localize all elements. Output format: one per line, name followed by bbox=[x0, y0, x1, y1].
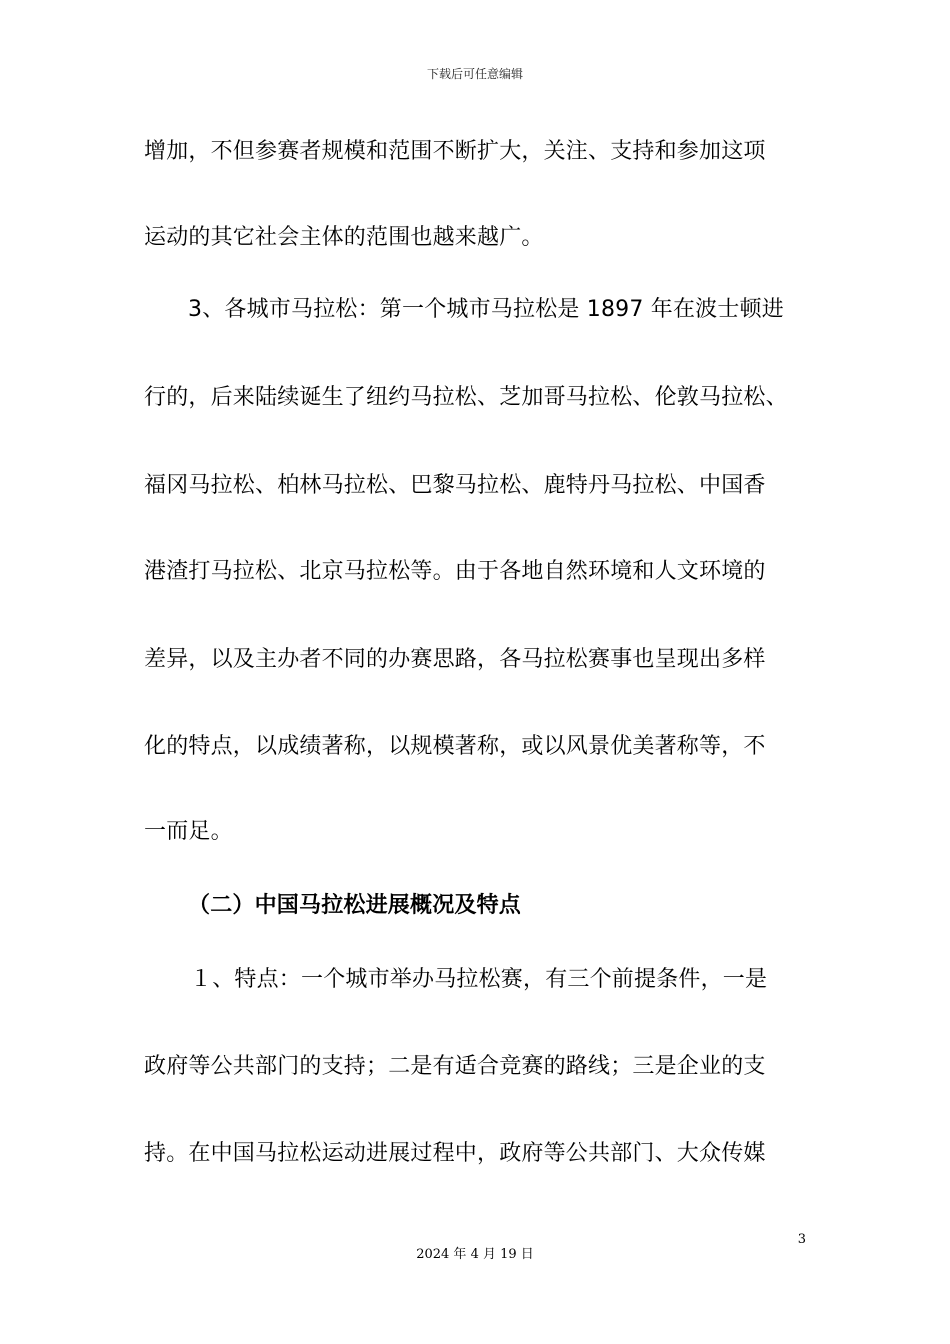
body-line: 一而足。 bbox=[144, 819, 233, 844]
body-line: 港渣打马拉松、北京马拉松等。由于各地自然环境和人文环境的 bbox=[144, 559, 766, 584]
body-line: 化的特点，以成绩著称，以规模著称，或以风景优美著称等，不 bbox=[144, 734, 766, 759]
body-line: 3、各城市马拉松：第一个城市马拉松是 1897 年在波士顿进 bbox=[188, 297, 784, 322]
footer-date: 2024 年 4 月 19 日 bbox=[416, 1247, 534, 1262]
page-header: 下载后可任意编辑 bbox=[426, 67, 523, 81]
page-number: 3 bbox=[797, 1232, 806, 1247]
body-line: 增加，不但参赛者规模和范围不断扩大，关注、支持和参加这项 bbox=[144, 139, 766, 164]
section-heading: （二）中国马拉松进展概况及特点 bbox=[188, 893, 522, 918]
body-line: １、特点：一个城市举办马拉松赛，有三个前提条件，一是 bbox=[190, 967, 768, 992]
body-line: 差异，以及主办者不同的办赛思路，各马拉松赛事也呈现出多样 bbox=[144, 647, 766, 672]
body-line: 政府等公共部门的支持；二是有适合竞赛的路线；三是企业的支 bbox=[144, 1054, 766, 1079]
body-line: 持。在中国马拉松运动进展过程中，政府等公共部门、大众传媒 bbox=[144, 1141, 766, 1166]
body-line: 行的，后来陆续诞生了纽约马拉松、芝加哥马拉松、伦敦马拉松、 bbox=[144, 385, 788, 410]
body-line: 运动的其它社会主体的范围也越来越广。 bbox=[144, 225, 544, 250]
body-line: 福冈马拉松、柏林马拉松、巴黎马拉松、鹿特丹马拉松、中国香 bbox=[144, 473, 766, 498]
